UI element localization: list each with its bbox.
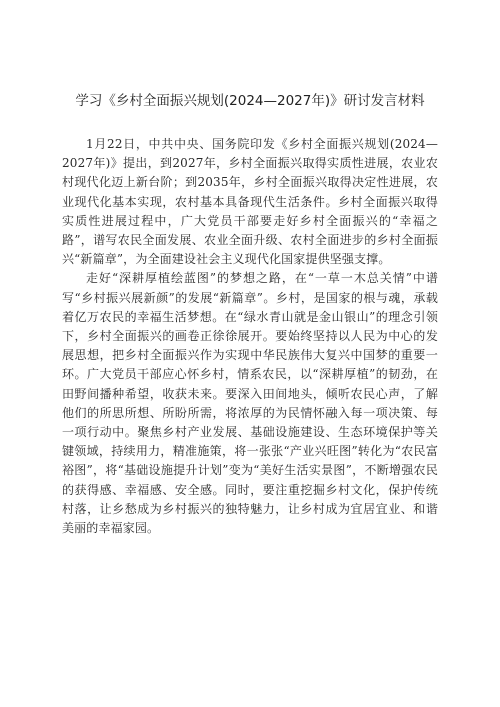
document-title: 学习《乡村全面振兴规划(2024—2027年)》研讨发言材料	[75, 93, 425, 109]
document-body	[62, 135, 438, 538]
paragraph-1: 1月22日，中共中央、国务院印发《乡村全面振兴规划(2024—2027年)》提出，到2027年，乡村全面振兴取得实质性进展，农业农村现代化迈上新台阶；到2035年，乡村全面振兴取得决定性进展，农业现代化基本实现，农村基本具备现代生活条件。乡村全面振兴取得实质性进展过程中，广大党员干部要走好乡村全面振兴的“幸福之路”，谱写农民全面发展、农业全面升级、农村全面进步的乡村全面振兴“新篇章”，为全面建设社会主义现代化国家提供坚强支撑。	[62, 137, 438, 267]
paragraph-2: 走好“深耕厚植绘蓝图”的梦想之路，在“一草一木总关情”中谱写“乡村振兴展新颜”的发展“新篇章”。乡村，是国家的根与魂，承载着亿万农民的幸福生活梦想。在“绿水青山就是金山银山”的理念引领下，乡村全面振兴的画卷正徐徐展开。要始终坚持以人民为中心的发展思想，把乡村全面振兴作为实现中华民族伟大复兴中国梦的重要一环。广大党员干部应心怀乡村，情系农民，以“深耕厚植”的韧劲，在田野间播种希望，收获未来。要深入田间地头，倾听农民心声，了解他们的所思所想、所盼所需，将浓厚的为民情怀融入每一项决策、每一项行动中。聚焦乡村产业发展、基础设施建设、生态环境保护等关键领域，持续用力，精准施策，将一张张“产业兴旺图”转化为“农民富裕图”，将“基础设施提升计划”变为“美好生活实景图”，不断增强农民的获得感、幸福感、安全感。同时，要注重挖掘乡村文化，保护传统村落，让乡愁成为乡村振兴的独特魅力，让乡村成为宜居宜业、和谐美丽的幸福家园。	[62, 271, 438, 536]
